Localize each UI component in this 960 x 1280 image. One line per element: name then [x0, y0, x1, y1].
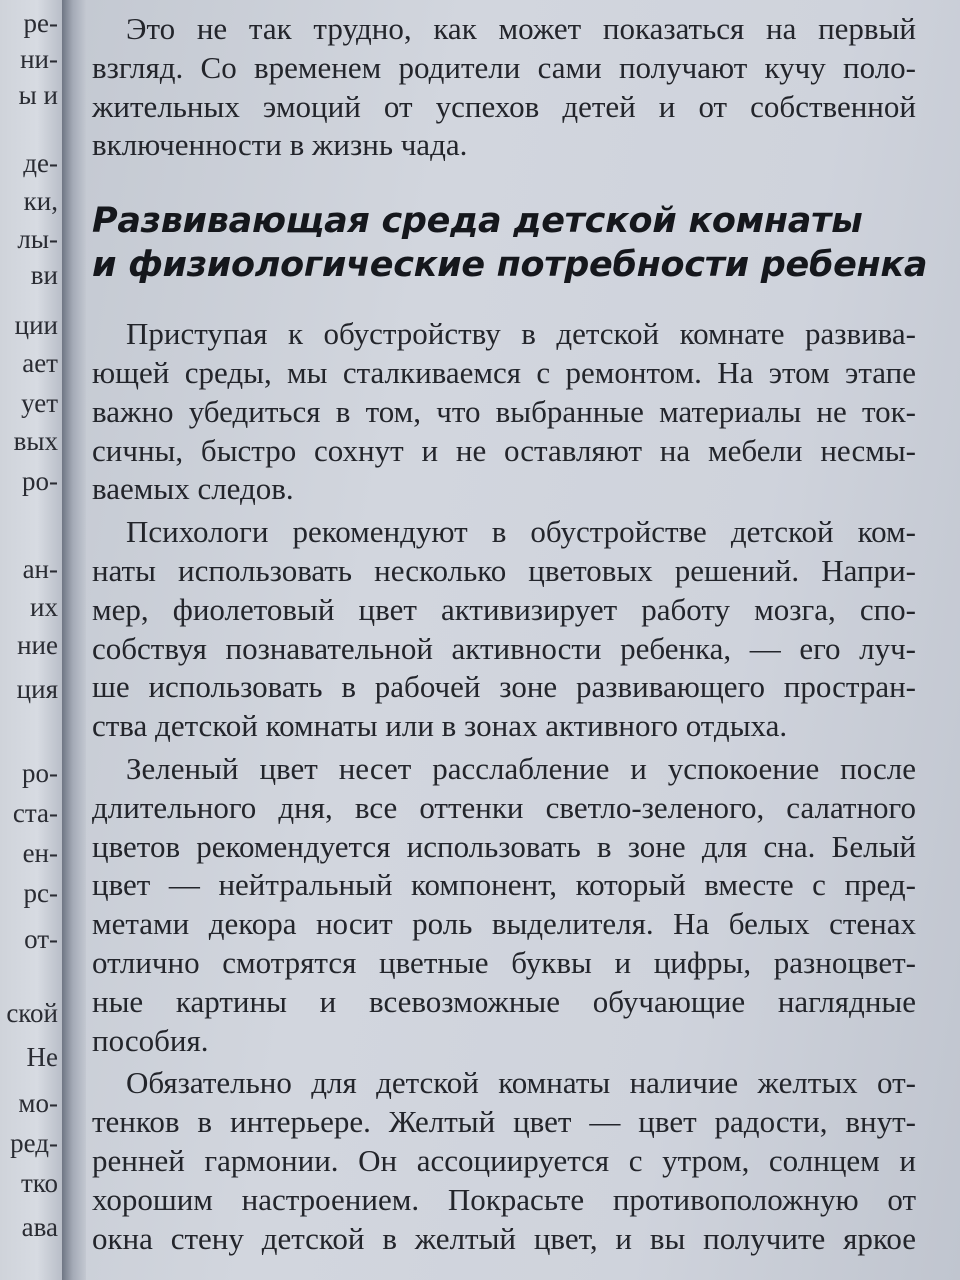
- text-line: ваемых следов.: [92, 471, 294, 507]
- facing-page-text-fragment: вых: [13, 426, 58, 456]
- facing-page-text-fragment: ста-: [12, 798, 58, 828]
- text-line: мер, фиолетовый цвет активизирует работу мозга, спо-: [92, 591, 916, 627]
- paragraph-1: [92, 315, 916, 509]
- facing-page-text-fragment: ред-: [10, 1128, 58, 1158]
- text-line: Обязательно для детской комнаты наличие желтых от-: [126, 1065, 916, 1101]
- facing-page-text-fragment: ы и: [18, 80, 58, 110]
- text-line: цвет — нейтральный компонент, который вместе с пред-: [92, 867, 916, 903]
- text-line: метами декора носит роль выделителя. На белых стенах: [92, 906, 916, 942]
- heading-line-1: Развивающая среда детской комнаты: [92, 201, 863, 242]
- previous-page-edge: [0, 0, 62, 1280]
- facing-page-text-fragment: ует: [21, 388, 58, 418]
- facing-page-text-fragment: мо-: [18, 1088, 58, 1118]
- text-line: ющей среды, мы сталкиваемся с ремонтом. На этом этапе: [92, 354, 916, 390]
- facing-page-text-fragment: ской: [6, 998, 58, 1028]
- text-line: Это не так трудно, как может показаться на первый: [126, 11, 916, 46]
- text-line: взгляд. Со временем родители сами получают кучу поло-: [92, 49, 916, 85]
- text-line: наты использовать несколько цветовых решений. Напри-: [92, 552, 916, 588]
- facing-page-text-fragment: ава: [21, 1212, 58, 1242]
- text-line: хорошим настроением. Покрасьте противоположную от: [92, 1181, 916, 1217]
- facing-page-text-fragment: ции: [14, 310, 58, 340]
- facing-page-text-fragment: тко: [20, 1168, 58, 1198]
- heading-line-2: и физиологические потребности ребенка: [92, 245, 928, 286]
- facing-page-text-fragment: ает: [22, 348, 58, 378]
- text-line: собствуя познавательной активности ребенка, — его луч-: [92, 630, 916, 666]
- facing-page-text-fragment: ан-: [22, 554, 58, 584]
- facing-page-text-fragment: лы-: [17, 224, 58, 254]
- text-line: сичны, быстро сохнут и не оставляют на мебели несмы-: [92, 432, 916, 468]
- facing-page-text-fragment: Не: [26, 1042, 58, 1072]
- text-line: ше использовать в рабочей зоне развивающего простран-: [92, 669, 916, 705]
- page-text: [92, 10, 928, 1258]
- text-line: важно убедиться в том, что выбранные материалы не ток-: [92, 393, 916, 429]
- text-line: отлично смотрятся цветные буквы и цифры, разноцвет-: [92, 944, 916, 980]
- intro-paragraph: [92, 10, 916, 165]
- text-line: Приступая к обустройству в детской комнате развива-: [126, 316, 916, 352]
- book-page: [86, 0, 960, 1280]
- text-line: пособия.: [92, 1022, 209, 1058]
- book-spine-gutter: [62, 0, 86, 1280]
- text-line: окна стену детской в желтый цвет, и вы получите яркое: [92, 1220, 916, 1256]
- text-line: ные картины и всевозможные обучающие наглядные: [92, 983, 916, 1019]
- text-line: цветов рекомендуется использовать в зоне для сна. Белый: [92, 828, 916, 864]
- facing-page-text-fragment: ние: [17, 630, 58, 660]
- facing-page-text-fragment: ре-: [23, 8, 58, 38]
- facing-page-text-fragment: ро-: [22, 466, 58, 496]
- facing-page-text-fragment: ки,: [23, 186, 58, 216]
- text-line: включенности в жизнь чада.: [92, 127, 468, 163]
- paragraph-4: [92, 1064, 916, 1258]
- facing-page-text-fragment: де-: [23, 148, 58, 178]
- facing-page-text-fragment: ни-: [20, 44, 58, 74]
- paragraph-3: [92, 750, 916, 1060]
- facing-page-text-fragment: ро-: [22, 758, 58, 788]
- facing-page-text-fragment: ция: [16, 674, 58, 704]
- text-line: ренней гармонии. Он ассоциируется с утром, солнцем и: [92, 1142, 916, 1178]
- text-line: тенков в интерьере. Желтый цвет — цвет радости, внут-: [92, 1104, 916, 1140]
- paragraph-2: [92, 513, 916, 746]
- facing-page-text-fragment: от-: [24, 924, 58, 954]
- text-line: Психологи рекомендуют в обустройстве детской ком-: [126, 514, 916, 550]
- text-line: Зеленый цвет несет расслабление и успокоение после: [126, 750, 916, 786]
- section-heading: [92, 199, 928, 287]
- facing-page-text-fragment: их: [30, 592, 58, 622]
- facing-page-text-fragment: ен-: [22, 838, 58, 868]
- text-line: ства детской комнаты или в зонах активного отдыха.: [92, 708, 788, 744]
- text-line: жительных эмоций от успехов детей и от собственной: [92, 88, 916, 124]
- text-line: длительного дня, все оттенки светло-зеленого, салатного: [92, 789, 916, 825]
- facing-page-text-fragment: ви: [30, 260, 58, 290]
- facing-page-text-fragment: рс-: [23, 878, 58, 908]
